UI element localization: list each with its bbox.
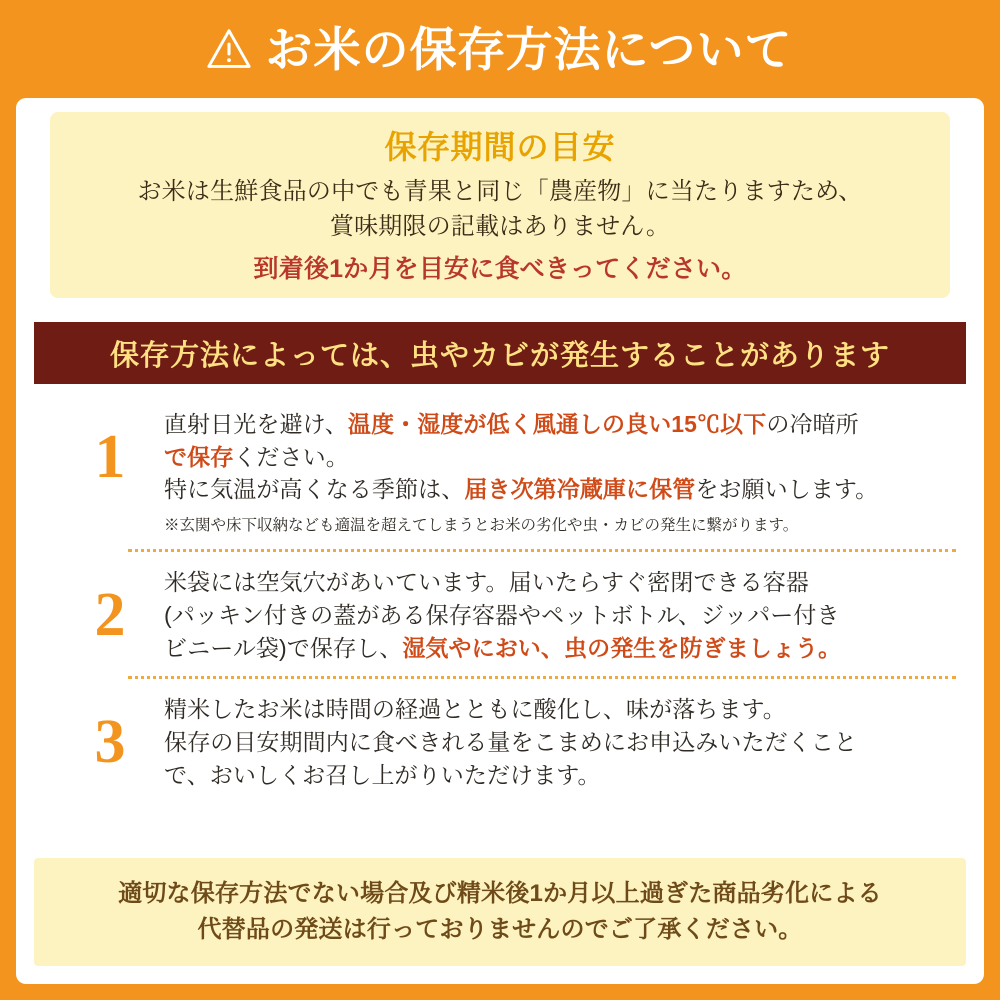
- step-number: 3: [94, 708, 126, 777]
- step-line: 精米したお米は時間の経過とともに酸化し、味が落ちます。: [164, 696, 786, 723]
- poster-body: [16, 98, 984, 984]
- storage-period-line-2: 賞味期限の記載はありません。: [329, 212, 671, 240]
- step-number: 2: [94, 581, 126, 650]
- page-title: お米の保存方法について: [265, 22, 793, 76]
- storage-period-emphasis: 到着後1か月を目安に食べきってください。: [253, 254, 747, 283]
- step-number: 1: [94, 423, 126, 491]
- disclaimer-box: [34, 858, 966, 966]
- disclaimer-line-2: 代替品の発送は行っておりませんのでご了承ください。: [197, 916, 803, 943]
- step-line: [164, 408, 952, 441]
- list-item: [56, 552, 956, 676]
- storage-period-title: 保存期間の目安: [384, 129, 616, 165]
- warning-banner-text: 保存方法によっては、虫やカビが発生することがあります: [109, 339, 890, 372]
- step-text-plain: をお願いします。: [695, 476, 879, 503]
- step-line: [164, 473, 952, 506]
- step-text-plain: の冷暗所: [766, 411, 859, 437]
- warning-triangle-icon: [207, 27, 251, 71]
- step-body: [164, 408, 956, 537]
- step-text-plain: ビニール袋)で保存し、: [164, 634, 403, 661]
- storage-period-line-1: お米は生鮮食品の中でも青果と同じ「農産物」に当たりますため、: [137, 178, 863, 206]
- warning-banner: [34, 322, 966, 384]
- step-line: 米袋には空気穴があいています。届いたらすぐ密閉できる容器: [164, 569, 809, 596]
- list-item: [56, 679, 956, 803]
- step-line: (パッキン付きの蓋がある保存容器やペットボトル、ジッパー付き: [164, 601, 840, 628]
- step-line: [164, 632, 952, 665]
- storage-period-box: [50, 112, 950, 298]
- step-text-plain: ください。: [233, 443, 349, 470]
- poster-header: [0, 0, 1000, 98]
- step-line: 保存の目安期間内に食べきれる量をこまめにお申込みいただくこと: [164, 728, 857, 755]
- step-text-plain: 特に気温が高くなる季節は、: [164, 476, 465, 503]
- storage-steps-list: [56, 394, 956, 803]
- step-text-highlight: 届き次第冷蔵庫に保管: [464, 476, 696, 503]
- step-body: [164, 693, 956, 791]
- list-item: [56, 394, 956, 549]
- disclaimer-line-1: 適切な保存方法でない場合及び精米後1か月以上過ぎた商品劣化による: [118, 880, 882, 907]
- step-text-highlight: 温度・湿度が低く風通しの良い15℃以下: [347, 411, 767, 437]
- step-text-highlight: で保存: [164, 443, 234, 470]
- step-body: [164, 566, 956, 664]
- step-note: ※玄関や床下収納なども適温を超えてしまうとお米の劣化や虫・カビの発生に繋がります。: [164, 516, 799, 534]
- step-text-highlight: 湿気やにおい、虫の発生を防ぎましょう。: [402, 634, 842, 661]
- step-line: で、おいしくお召し上がりいただけます。: [164, 761, 601, 788]
- step-text-plain: 直射日光を避け、: [164, 411, 348, 437]
- step-line: [164, 441, 952, 474]
